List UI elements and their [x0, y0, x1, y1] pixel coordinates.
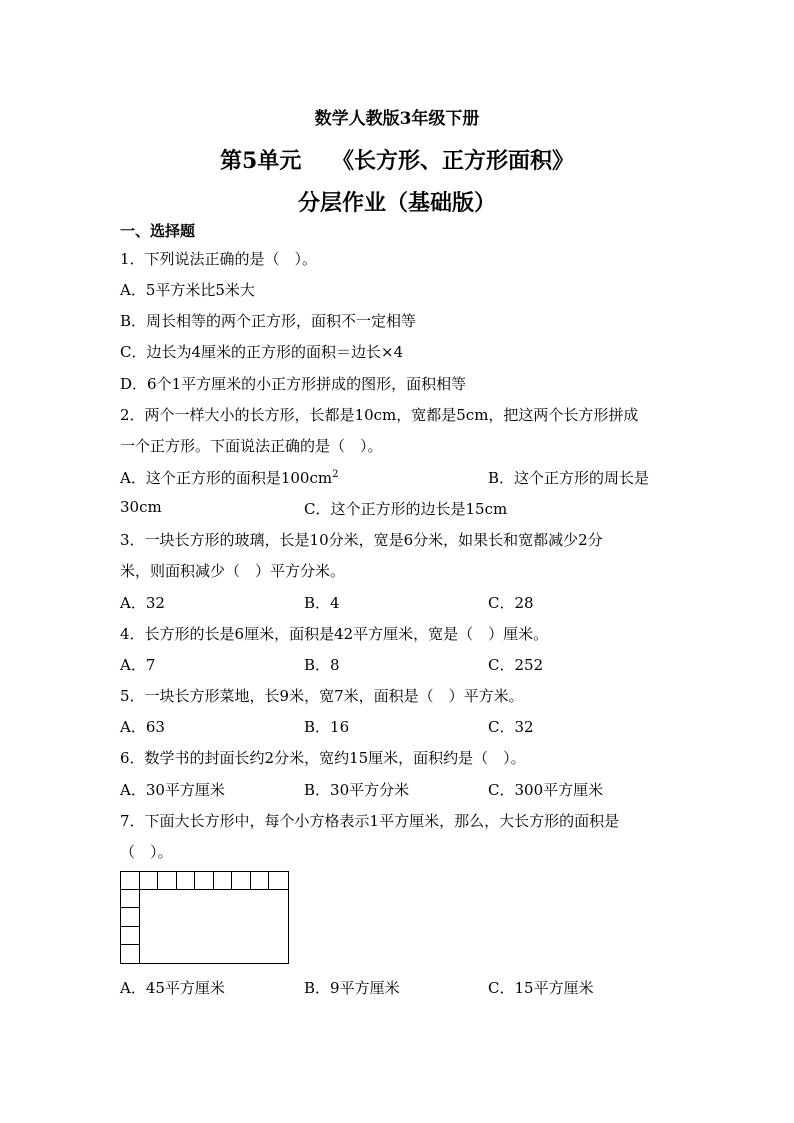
q2-stem-line1: 2．两个一样大小的长方形，长都是10cm，宽都是5cm，把这两个长方形拼成: [120, 406, 639, 424]
q7-option-b: B．9平方厘米: [304, 979, 400, 997]
grid-cell: [121, 908, 140, 926]
grid-cell: [232, 872, 251, 890]
q3-option-b: B．4: [304, 594, 340, 612]
q2-option-a-text: A．这个正方形的面积是100cm: [120, 469, 333, 487]
q2-option-a: [120, 467, 338, 488]
q2-option-a-superscript: 2: [332, 469, 339, 480]
homework-title: 分层作业（基础版）: [297, 190, 496, 216]
q1-option-b: B．周长相等的两个正方形，面积不一定相等: [120, 312, 417, 330]
q3-stem-line1: 3．一块长方形的玻璃，长是10分米，宽是6分米，如果长和宽都减少2分: [120, 531, 603, 549]
q4-option-b: B．8: [304, 656, 340, 674]
q6-option-c: C．300平方厘米: [488, 781, 604, 799]
q6-option-a: A．30平方厘米: [120, 781, 225, 799]
q3-option-a: A．32: [120, 594, 165, 612]
unit-title: 第5单元 《长方形、正方形面积》: [220, 148, 574, 174]
q6-stem: 6．数学书的封面长约2分米，宽约15厘米，面积约是（ ）。: [120, 749, 526, 767]
q7-stem-line1: 7．下面大长方形中，每个小方格表示1平方厘米，那么，大长方形的面积是: [120, 812, 620, 830]
q2-stem-line2: 一个正方形。下面说法正确的是（ ）。: [120, 437, 383, 455]
q7-option-c: C．15平方厘米: [488, 979, 594, 997]
q1-option-c: C．边长为4厘米的正方形的面积＝边长×4: [120, 343, 404, 361]
grid-cell: [121, 927, 140, 945]
q6-option-b: B．30平方分米: [304, 781, 410, 799]
q3-stem-line2: 米，则面积减少（ ）平方分米。: [120, 562, 346, 580]
q2-option-c: C．这个正方形的边长是15cm: [304, 500, 508, 518]
q4-stem: 4．长方形的长是6厘米，面积是42平方厘米，宽是（ ）厘米。: [120, 625, 549, 643]
q5-option-b: B．16: [304, 718, 350, 736]
q2-option-b: B．这个正方形的周长是: [488, 469, 650, 487]
q5-option-c: C．32: [488, 718, 534, 736]
q4-option-c: C．252: [488, 656, 544, 674]
q2-option-b-continued: 30cm: [120, 498, 162, 516]
q4-option-a: A．7: [120, 656, 156, 674]
grid-cell: [177, 872, 196, 890]
grid-cell: [121, 872, 140, 890]
q7-option-a: A．45平方厘米: [120, 979, 225, 997]
grid-cell: [158, 872, 177, 890]
grid-cell: [251, 872, 270, 890]
grid-cell: [214, 872, 233, 890]
grid-cell: [269, 872, 288, 890]
q1-option-d: D．6个1平方厘米的小正方形拼成的图形，面积相等: [120, 375, 467, 393]
grid-cell: [121, 890, 140, 908]
q3-option-c: C．28: [488, 594, 534, 612]
q5-option-a: A．63: [120, 718, 165, 736]
grid-cell: [195, 872, 214, 890]
q5-stem: 5．一块长方形菜地，长9米，宽7米，面积是（ ）平方米。: [120, 687, 524, 705]
section-heading: 一、选择题: [120, 222, 196, 240]
q1-option-a: A．5平方米比5米大: [120, 281, 255, 299]
q1-stem: 1．下列说法正确的是（ ）。: [120, 250, 318, 268]
q7-stem-line2: （ ）。: [120, 843, 173, 861]
grid-cell: [140, 872, 159, 890]
q7-rectangle-grid: [120, 871, 289, 964]
textbook-title: 数学人教版3年级下册: [314, 109, 480, 129]
grid-cell: [121, 945, 140, 963]
